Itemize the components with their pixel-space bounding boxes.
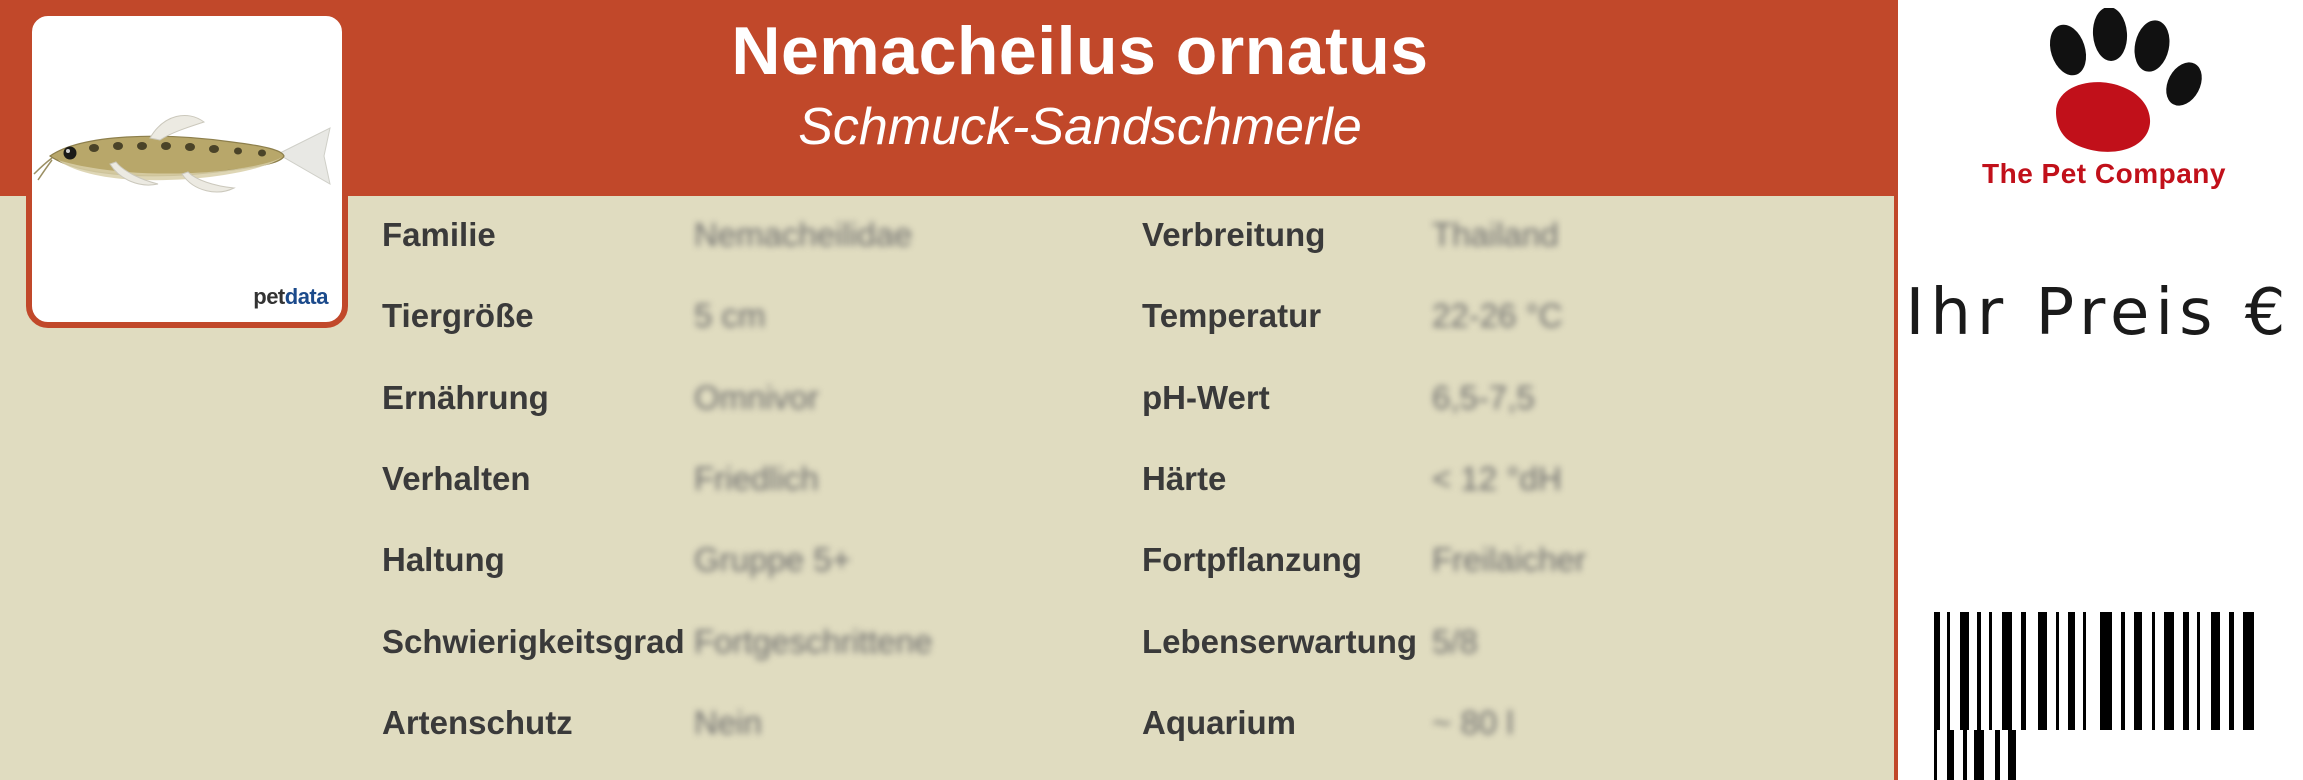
- common-name: Schmuck-Sandschmerle: [798, 98, 1362, 156]
- fish-icon: [32, 76, 342, 236]
- attribute-value: Freilaicher: [1432, 541, 1587, 578]
- attribute-value: Thailand: [1432, 216, 1559, 253]
- attribute-value: Friedlich: [694, 460, 819, 497]
- table-row: [382, 438, 819, 520]
- watermark-suffix: data: [284, 284, 328, 309]
- attribute-label: Aquarium: [1142, 704, 1297, 741]
- price-panel: [1894, 0, 2303, 780]
- attribute-label: Verhalten: [382, 460, 531, 497]
- table-row: [1142, 438, 1562, 520]
- header-titles: [340, 8, 1820, 160]
- table-row: [1142, 194, 1559, 276]
- attribute-label: Schwierigkeitsgrad: [382, 623, 685, 660]
- table-row: [1142, 357, 1535, 439]
- attribute-label: Verbreitung: [1142, 216, 1326, 253]
- attribute-value: 5 cm: [694, 297, 766, 334]
- attribute-label: Familie: [382, 216, 496, 253]
- attribute-value: Nemacheilidae: [694, 216, 913, 253]
- attribute-label: Ernährung: [382, 379, 549, 416]
- barcode: [1934, 612, 2264, 730]
- table-row: [1142, 682, 1514, 764]
- page-title: Nemacheilus ornatus: [731, 13, 1429, 89]
- attribute-label: Artenschutz: [382, 704, 573, 741]
- attribute-label: Temperatur: [1142, 297, 1322, 334]
- attribute-value: < 12 °dH: [1432, 460, 1562, 497]
- attributes-grid: [382, 196, 1882, 780]
- attribute-value: 22-26 °C: [1432, 297, 1563, 334]
- attribute-value: Omnivor: [694, 379, 819, 416]
- petdata-watermark: [253, 284, 328, 310]
- attribute-label: Tiergröße: [382, 297, 534, 334]
- attribute-label: Lebenserwartung: [1142, 623, 1418, 660]
- panel-divider: [1894, 0, 1898, 780]
- attribute-label: Härte: [1142, 460, 1227, 497]
- table-row: [382, 601, 932, 683]
- table-row: [1142, 601, 1478, 683]
- attribute-value: Fortgeschrittene: [694, 623, 933, 660]
- table-row: [382, 357, 819, 439]
- table-row: [382, 682, 762, 764]
- attribute-label: Fortpflanzung: [1142, 541, 1362, 578]
- table-row: [1142, 275, 1563, 357]
- table-row: [1142, 519, 1586, 601]
- table-row: [382, 194, 912, 276]
- watermark-prefix: pet: [253, 284, 285, 309]
- attribute-label: pH-Wert: [1142, 379, 1270, 416]
- brand-logo: [1944, 8, 2264, 208]
- price-prompt: Ihr Preis €: [1905, 276, 2292, 350]
- attribute-value: 5/8: [1432, 623, 1478, 660]
- attribute-value: ~ 80 l: [1432, 704, 1514, 741]
- brand-name: The Pet Company: [1982, 158, 2226, 189]
- species-photo-box: [26, 10, 348, 328]
- attribute-value: Nein: [694, 704, 762, 741]
- table-row: [382, 275, 766, 357]
- table-row: [382, 519, 851, 601]
- attribute-label: Haltung: [382, 541, 505, 578]
- attribute-value: 6,5-7,5: [1432, 379, 1535, 416]
- attribute-value: Gruppe 5+: [694, 541, 851, 578]
